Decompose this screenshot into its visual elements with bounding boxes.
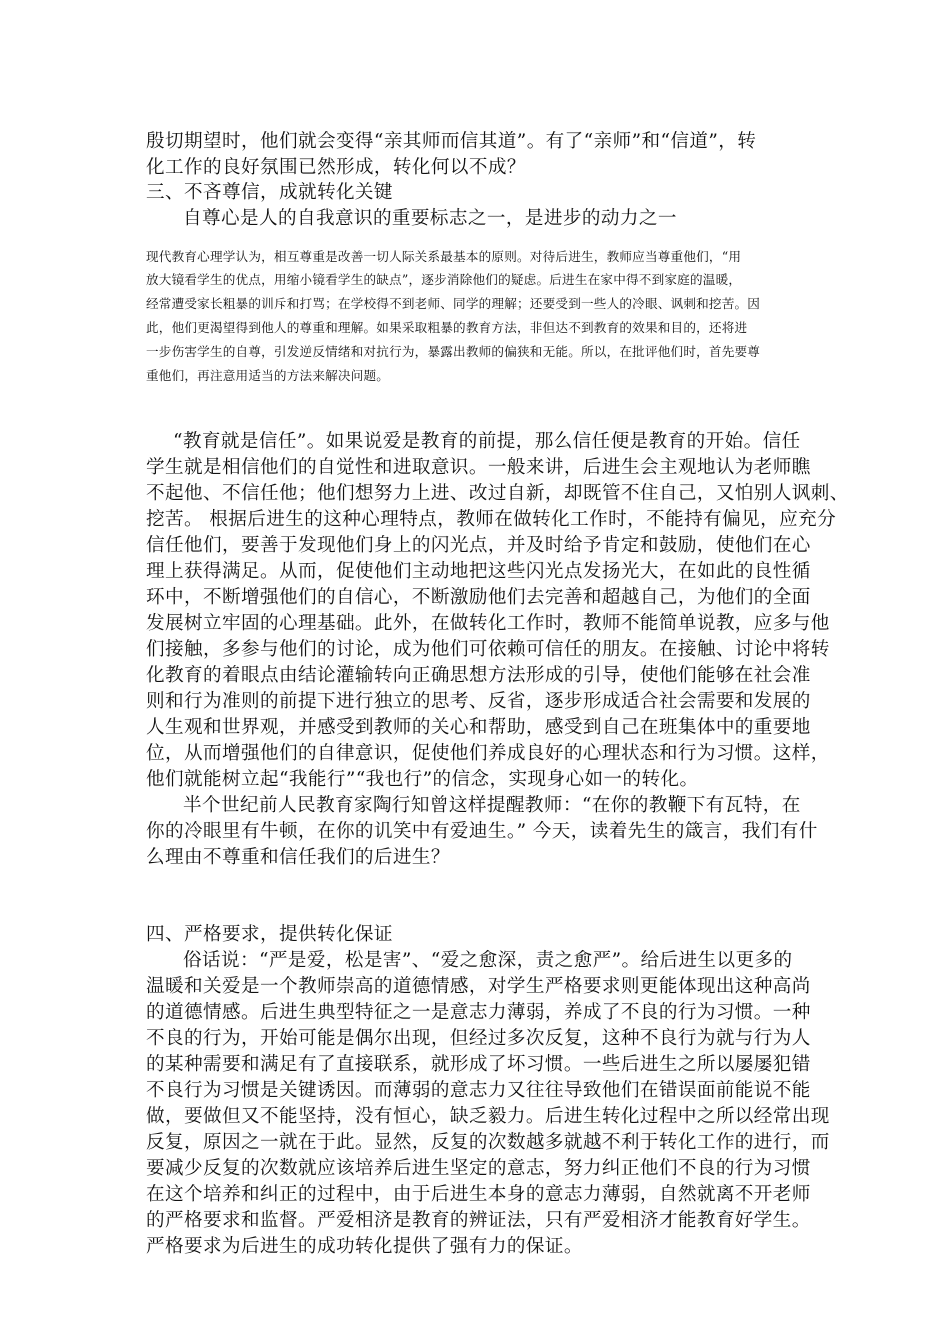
quote-line: 重他们，再注意用适当的方法来解决问题。 <box>146 368 390 383</box>
paragraph-line: 他们就能树立起“我能行”“我也行”的信念，实现身心如一的转化。 <box>146 769 699 790</box>
paragraph-line: 你的冷眼里有牛顿，在你的讥笑中有爱迪生。” 今天，读着先生的箴言，我们有什 <box>146 821 818 842</box>
paragraph-line: 不良的行为，开始可能是偶尔出现，但经过多次反复，这种不良行为就与行为人 <box>146 1028 811 1049</box>
paragraph-line: 的某种需要和满足有了直接联系，就形成了坏习惯。一些后进生之所以屡屡犯错 <box>146 1054 811 1075</box>
paragraph-line: 做，要做但又不能坚持，没有恒心，缺乏毅力。后进生转化过程中之所以经常出现 <box>146 1106 830 1127</box>
paragraph-line: 信任他们，要善于发现他们身上的闪光点，并及时给予肯定和鼓励，使他们在心 <box>146 535 811 556</box>
intro-line: 化工作的良好氛围已然形成，转化何以不成？ <box>146 157 526 178</box>
paragraph-line: 的严格要求和监督。严爱相济是教育的辨证法，只有严爱相济才能教育好学生。 <box>146 1210 811 1231</box>
paragraph-line: 么理由不尊重和信任我们的后进生？ <box>146 847 450 868</box>
paragraph-line: 半个世纪前人民教育家陶行知曾这样提醒教师：“在你的教鞭下有瓦特，在 <box>183 795 801 816</box>
paragraph-line: 不良行为习惯是关键诱因。而薄弱的意志力又往往导致他们在错误面前能说不能 <box>146 1080 811 1101</box>
intro-line: 殷切期望时，他们就会变得“亲其师而信其道”。有了“亲师”和“信道”，转 <box>146 131 757 152</box>
paragraph-line: 的道德情感。后进生典型特征之一是意志力薄弱，养成了不良的行为习惯。一种 <box>146 1002 811 1023</box>
quote-line: 经常遭受家长粗暴的训斥和打骂；在学校得不到老师、同学的理解；还要受到一些人的冷眼、讽刺和挖苦。因 <box>146 296 761 311</box>
paragraph-line: 温暖和关爱是一个教师崇高的道德情感，对学生严格要求则更能体现出这种高尚 <box>146 976 811 997</box>
paragraph-line: 严格要求为后进生的成功转化提供了强有力的保证。 <box>146 1236 583 1257</box>
quote-line: 此，他们更渴望得到他人的尊重和理解。如果采取粗暴的教育方法，非但达不到教育的效果和目的，还将进 <box>146 320 748 335</box>
section-lead: 自尊心是人的自我意识的重要标志之一，是进步的动力之一 <box>183 208 677 229</box>
paragraph-line: 学生就是相信他们的自觉性和进取意识。一般来讲，后进生会主观地认为老师瞧 <box>146 457 811 478</box>
quote-line: 现代教育心理学认为，相互尊重是改善一切人际关系最基本的原则。对待后进生，教师应当尊重他们，“用 <box>146 249 742 264</box>
paragraph-line: 反复，原因之一就在于此。显然，反复的次数越多就越不利于转化工作的进行，而 <box>146 1132 830 1153</box>
quote-line: 放大镜看学生的优点，用缩小镜看学生的缺点”，逐步消除他们的疑虑。后进生在家中得不到家庭的温暖， <box>146 272 742 287</box>
paragraph-line: 位，从而增强他们的自律意识，促使他们养成良好的心理状态和行为习惯。这样， <box>146 743 830 764</box>
paragraph-line: 环中，不断增强他们的自信心，不断激励他们去完善和超越自己，为他们的全面 <box>146 587 811 608</box>
paragraph-line: 人生观和世界观，并感受到教师的关心和帮助，感受到自己在班集体中的重要地 <box>146 717 811 738</box>
paragraph-line: 在这个培养和纠正的过程中，由于后进生本身的意志力薄弱，自然就离不开老师 <box>146 1184 811 1205</box>
paragraph-line: 们接触，多参与他们的讨论，成为他们可依赖可信任的朋友。在接触、讨论中将转 <box>146 639 830 660</box>
paragraph-line: 不起他、不信任他；他们想努力上进、改过自新，却既管不住自己，又怕别人讽刺、 <box>146 483 849 504</box>
section-heading: 四、严格要求，提供转化保证 <box>146 924 393 945</box>
paragraph-line: 俗话说：“严是爱，松是害”、“爱之愈深，责之愈严”。给后进生以更多的 <box>183 950 793 971</box>
paragraph-line: “教育就是信任”。如果说爱是教育的前提，那么信任便是教育的开始。信任 <box>173 431 801 452</box>
paragraph-line: 要减少反复的次数就应该培养后进生坚定的意志，努力纠正他们不良的行为习惯 <box>146 1158 811 1179</box>
paragraph-line: 挖苦。 根据后进生的这种心理特点，教师在做转化工作时，不能持有偏见，应充分 <box>146 509 837 530</box>
quote-line: 一步伤害学生的自尊，引发逆反情绪和对抗行为，暴露出教师的偏狭和无能。所以，在批评他们时，首先要尊 <box>146 344 761 359</box>
paragraph-line: 则和行为准则的前提下进行独立的思考、反省，逐步形成适合社会需要和发展的 <box>146 691 811 712</box>
paragraph-line: 发展树立牢固的心理基础。此外，在做转化工作时，教师不能简单说教，应多与他 <box>146 613 830 634</box>
paragraph-line: 化教育的着眼点由结论灌输转向正确思想方法形成的引导，使他们能够在社会准 <box>146 665 811 686</box>
paragraph-line: 理上获得满足。从而，促使他们主动地把这些闪光点发扬光大，在如此的良性循 <box>146 561 811 582</box>
section-heading: 三、不吝尊信，成就转化关键 <box>146 182 393 203</box>
